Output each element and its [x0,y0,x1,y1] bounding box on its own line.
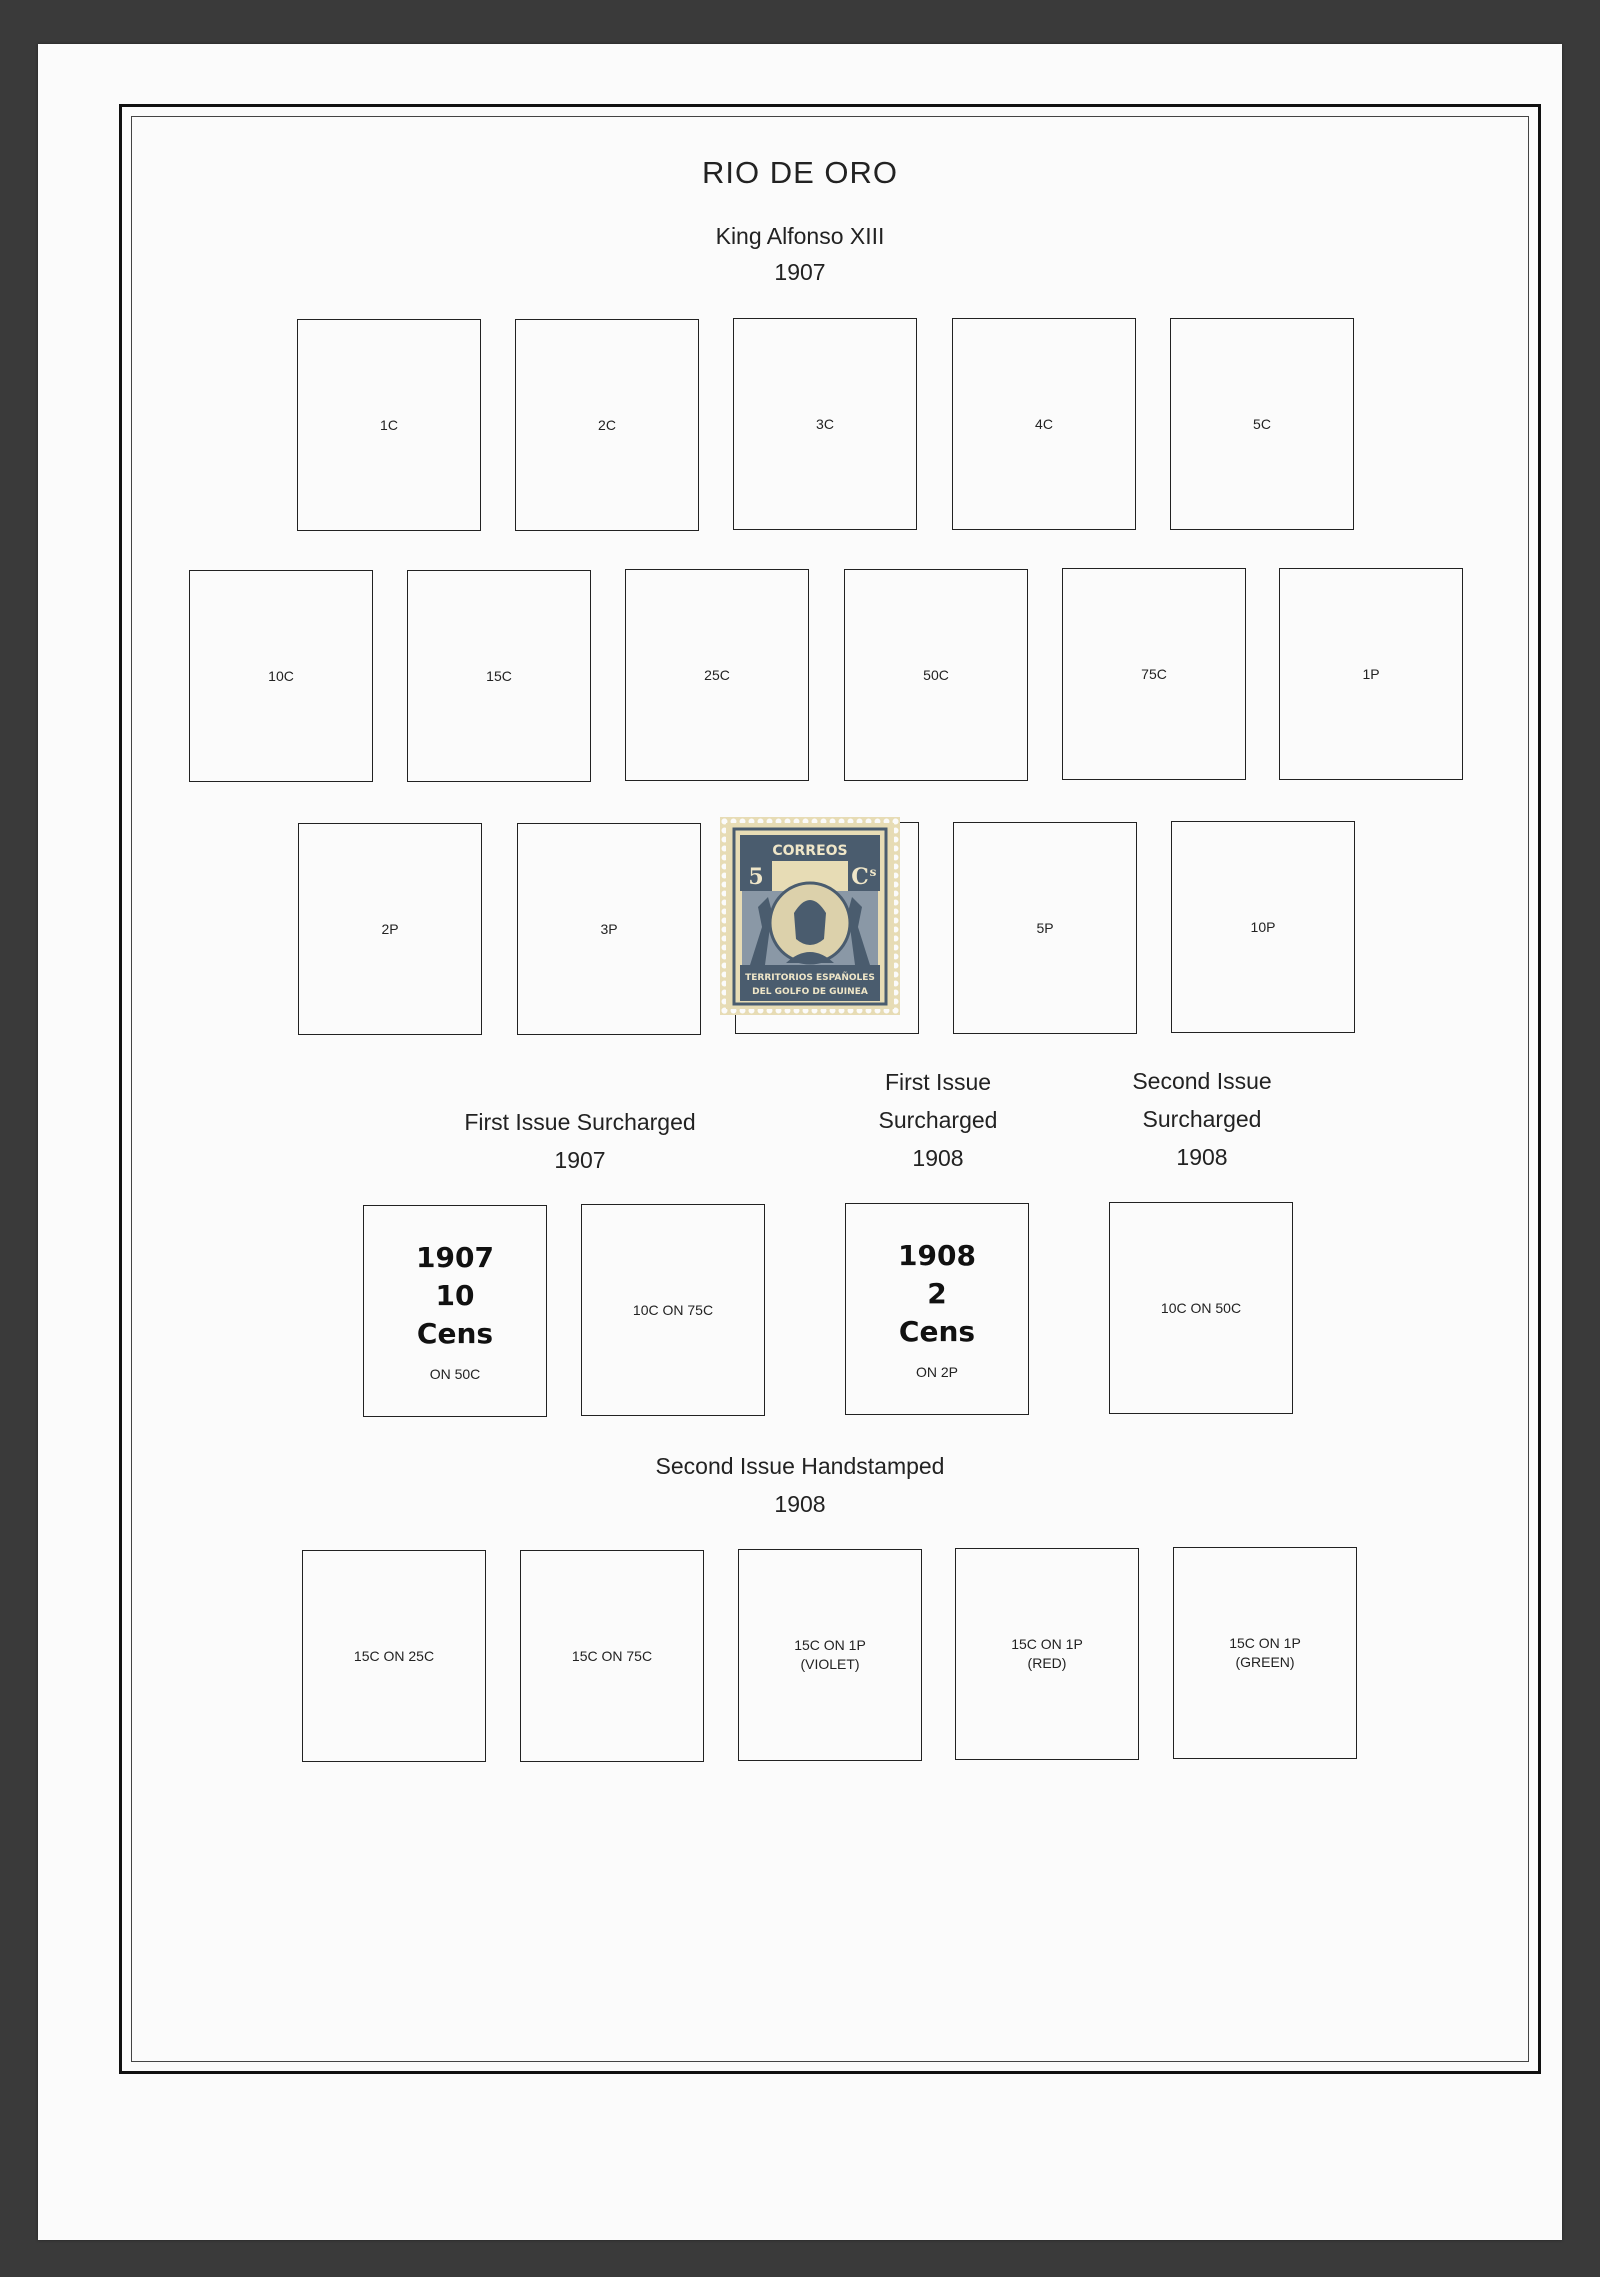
stamp-space[interactable] [953,822,1137,1034]
overprint-line3: Cens [416,1316,494,1350]
stamp-space-label: 15C ON 1P [1229,1635,1301,1651]
stamp-space-label: 15C ON 75C [571,1647,653,1664]
heading-second-issue-surcharged-1908-year: 1908 [1176,1144,1228,1170]
stamp-space-label: 2P [381,920,399,937]
stamp-space-surcharge-1908-2-cens[interactable] [845,1203,1029,1415]
stamp-bottom-line2: DEL GOLFO DE GUINEA [752,987,868,997]
stamp-space[interactable] [581,1204,765,1416]
stamp-space-label: 10C ON 50C [1160,1299,1242,1316]
stamp-space-label: 5C [1253,415,1271,432]
overprint-line2: 10 [435,1278,475,1312]
stamp-space-label: 75C [1141,665,1167,682]
stamp-space[interactable] [297,319,481,531]
stamp-space-label: 10C ON 75C [632,1301,714,1318]
stamp-space-label: 10C [268,667,294,684]
overprint-line1: 1908 [898,1238,976,1272]
stamp-space-color: (RED) [1027,1655,1067,1671]
stamp-space-label: 1C [380,416,398,433]
stamp-space[interactable] [955,1548,1139,1760]
stamp-space[interactable] [952,318,1136,530]
stamp-space[interactable] [1109,1202,1293,1414]
stamp-space-label: 3P [600,920,618,937]
stamp-space[interactable] [738,1549,922,1761]
overprint-base: ON 50C [429,1365,481,1382]
stamp-space-surcharge-1907-10-cens[interactable] [363,1205,547,1417]
stamp-space[interactable] [407,570,591,782]
stamp-space[interactable] [1171,821,1355,1033]
stamp-space-color: (VIOLET) [800,1656,860,1672]
stamp-space-label: 1P [1362,665,1380,682]
page-year: 1907 [774,259,826,285]
stamp-space[interactable] [733,318,917,530]
heading-second-issue-handstamped: Second Issue Handstamped [655,1453,945,1479]
heading-second-issue-handstamped-year: 1908 [774,1491,826,1517]
overprint-base: ON 2P [915,1363,958,1380]
stamp-space-label: 15C ON 1P [1011,1636,1083,1652]
stamp-space-label: 4C [1035,415,1053,432]
stamp-space[interactable] [1062,568,1246,780]
stamp-space-label: 10P [1250,918,1276,935]
stamp-space[interactable] [520,1550,704,1762]
overprint-line1: 1907 [416,1240,494,1274]
stamp-space-label: 50C [923,666,949,683]
overprint-line2: 2 [927,1276,947,1310]
stamp-space-label: 25C [704,666,730,683]
page-title: RIO DE ORO [701,155,898,190]
stamp-space[interactable] [1170,318,1354,530]
stamp-bottom-line1: TERRITORIOS ESPAÑOLES [745,973,875,983]
stamp-value-left: 5 [748,864,764,890]
page-subtitle: King Alfonso XIII [715,223,885,249]
stamp-space-label: 5P [1036,919,1054,936]
stamp-space[interactable] [298,823,482,1035]
stamp-space-label: 15C ON 1P [794,1637,866,1653]
stamp-space-color: (GREEN) [1235,1654,1295,1670]
stamp-value-right: C [851,864,869,890]
heading-first-issue-surcharged-1908-year: 1908 [912,1145,964,1171]
stamp-space[interactable] [844,569,1028,781]
stamp-space-label: 2C [598,416,616,433]
stamp-space[interactable] [1173,1547,1357,1759]
stamp-value-suffix: s [869,865,877,879]
heading-first-issue-surcharged-1908-l2: Surcharged [878,1107,998,1133]
stamp-space[interactable] [302,1550,486,1762]
heading-first-issue-surcharged-1907: First Issue Surcharged [464,1109,696,1135]
stamp-space-label: 3C [816,415,834,432]
stamp-space[interactable] [517,823,701,1035]
stamp-space[interactable] [625,569,809,781]
stamp-space[interactable] [1279,568,1463,780]
heading-first-issue-surcharged-1908-l1: First Issue [884,1069,992,1095]
stamp-space-label: 15C ON 25C [353,1647,435,1664]
heading-first-issue-surcharged-1907-year: 1907 [554,1147,606,1173]
stamp-top-text: CORREOS [772,843,848,859]
stamp-space-label: 15C [486,667,512,684]
stamp-alfonso-xiii-5c[interactable] [720,817,900,1015]
heading-second-issue-surcharged-1908-l1: Second Issue [1132,1068,1272,1094]
stamp-space[interactable] [189,570,373,782]
stamp-space[interactable] [515,319,699,531]
heading-second-issue-surcharged-1908-l2: Surcharged [1142,1106,1262,1132]
overprint-line3: Cens [898,1314,976,1348]
